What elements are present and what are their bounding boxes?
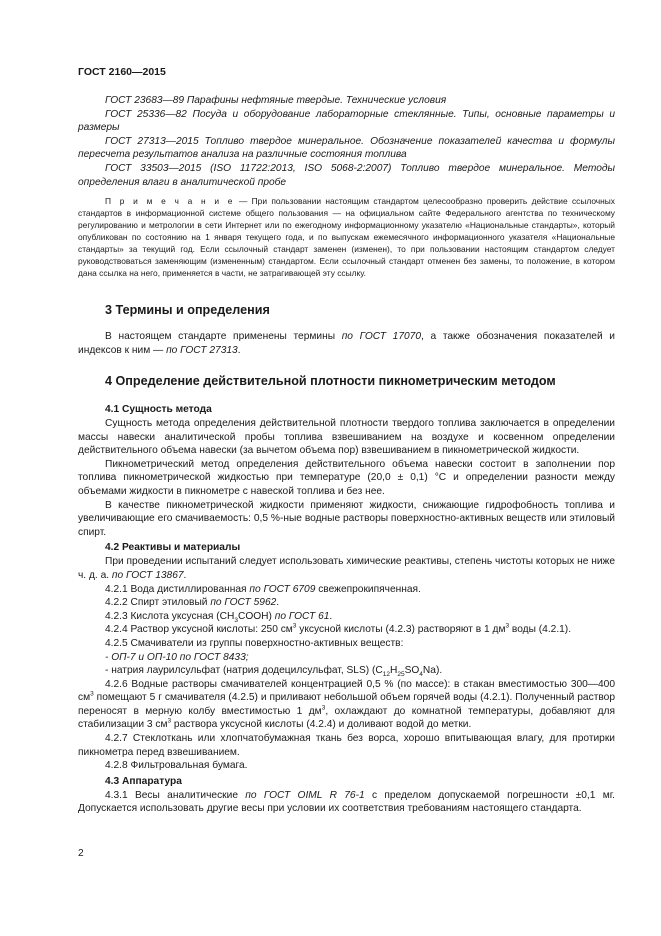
list-item: 4.3.1 Весы аналитические по ГОСТ OIML R 76-1 с пределом допускаемой погрешности ±0,1 мг. Допускается использовать другие весы при условии их соответствия требованиям настоящего стандарта. — [78, 789, 616, 815]
note-paragraph — [78, 195, 615, 279]
list-item: - ОП-7 и ОП-10 по ГОСТ 8433; — [105, 651, 249, 663]
list-item: 4.2.7 Стеклоткань или хлопчатобумажная ткань без ворса, хорошо впитывающая влагу, для протирки пикнометра перед взвешиванием. — [78, 733, 615, 758]
paragraph: Сущность метода определения действительной плотности твердого топлива заключается в определении массы навески аналитической пробы топлива взвешиванием на воздухе и косвенном определении действительного объема навески (за вычетом объема пор) взвешиванием в пикнометрической жидкости. — [78, 418, 615, 457]
reference-item: ГОСТ 25336—82 Посуда и оборудование лабораторные стеклянные. Типы, основные параметры и размеры — [78, 108, 615, 134]
paragraph: В качестве пикнометрической жидкости применяют жидкости, снижающие гидрофобность топлива и увеличивающие его смачиваемость: 0,5 %-ные водные растворы поверхностно-активных веществ или этиловый спирт. — [78, 499, 615, 538]
section-3-title: 3 Термины и определения — [105, 303, 270, 317]
page-number: 2 — [78, 848, 84, 859]
normative-references-list — [78, 94, 615, 189]
note-label: П р и м е ч а н и е — [105, 196, 235, 206]
note-text: — При пользовании настоящим стандартом целесообразно проверить действие ссылочных стандартов в информационной системе общего пользования — на официальном сайте Федерального агентства по техническому регулированию и метрологии в сети Интернет или по ежегодному информационному указателю «Национальные стандарты», который опубликован по состоянию на 1 января текущего года, и по выпускам ежемесячного информационного указателя «Национальные стандарты» за текущий год. Если ссылочный стандарт заменен (изменен), то при пользовании настоящим стандартом следует руководствоваться заменяющим (измененным) стандартом. Если ссылочный стандарт отменен без замены, то положение, в котором дана ссылка на него, применяется в части, не затрагивающей эту ссылку. — [78, 196, 615, 278]
reference-item: ГОСТ 33503—2015 (ISO 11722:2013, ISO 5068-2:2007) Топливо твердое минеральное. Методы определения влаги в аналитической пробе — [78, 162, 615, 188]
list-item: 4.2.1 Вода дистиллированная по ГОСТ 6709 свежепрокипяченная. — [105, 583, 421, 595]
reference-item: ГОСТ 27313—2015 Топливо твердое минеральное. Обозначение показателей качества и формулы пересчета результатов анализа на различные состояния топлива — [78, 135, 615, 161]
list-item: 4.2.8 Фильтровальная бумага. — [105, 760, 248, 772]
list-item: 4.2.4 Раствор уксусной кислоты: 250 $см^3$ уксусной кислоты (4.2.3) растворяют в 1 $дм^3$ воды (4.2.1). — [105, 622, 572, 636]
list-item: 4.2.6 Водные растворы смачивателей концентрацией 0,5 % (по массе): в стакан вместимостью 300—400 $см^3$ помещают 5 г смачивателя (4.2.5) и приливают небольшой объем горячей воды (4.2.1). Полученный раствор переносят в мерную колбу вместимостью 1 $дм^3$, охлаждают до комнатной температуры, добавляют для стабилизации 3 $см^3$ раствора уксусной кислоты (4.2.4) и доливают водой до метки. — [78, 678, 615, 731]
list-item: - натрия лаурилсульфат (натрия додецилсульфат, SLS) $(C_{12}H_{25}SO_4Na)$. — [105, 665, 443, 679]
document-header: ГОСТ 2160—2015 — [78, 66, 166, 78]
subsection-4-3-title: 4.3 Аппаратура — [105, 775, 182, 787]
list-item: 4.2.2 Спирт этиловый по ГОСТ 5962. — [105, 597, 280, 609]
subsection-4-2-title: 4.2 Реактивы и материалы — [105, 542, 241, 554]
list-item: 4.2.3 Кислота уксусная $(CH_3COOH)$ по ГОСТ 61. — [105, 610, 333, 624]
section-4-body — [78, 403, 615, 816]
paragraph: При проведении испытаний следует использовать химические реактивы, степень чистоты которых не ниже ч. д. а. по ГОСТ 13867. — [78, 556, 615, 581]
section-3-paragraph: В настоящем стандарте применены термины по ГОСТ 17070, а также обозначения показателей и индексов к ним — по ГОСТ 27313. — [78, 331, 615, 356]
subsection-4-1-title: 4.1 Сущность метода — [105, 404, 212, 415]
paragraph: Пикнометрический метод определения действительного объема навески состоит в заполнении пор топлива пикнометрической жидкостью при температуре (20,0 ± 0,1) °С и определении разности между объемами жидкости в пикнометре с навеской топлива и без нее. — [78, 458, 615, 497]
section-3-body — [78, 330, 615, 357]
section-4-title: 4 Определение действительной плотности пикнометрическим методом — [105, 374, 556, 388]
reference-item: ГОСТ 23683—89 Парафины нефтяные твердые. Технические условия — [105, 95, 447, 106]
list-item: 4.2.5 Смачиватели из группы поверхностно-активных веществ: — [105, 637, 404, 649]
